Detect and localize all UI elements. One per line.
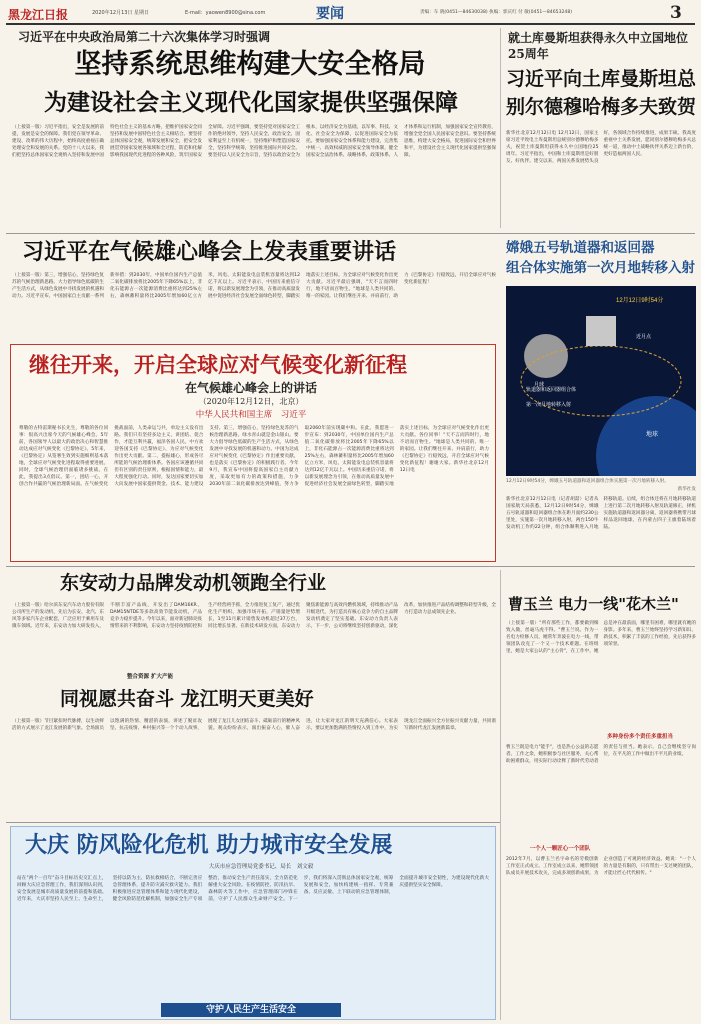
caosan-body: （上接第一版）"所有那些工作，都要做到细致入微，丝毫马虎不得。"曹玉兰说。作为一名电力检修人员，她常年奔波在电力一线，带领团队攻克了一个又一个技术难题。在班组里，她是大家公认的"主心骨"，在工作中，她总是冲在最前面，哪里有困难，哪里就有她的身影。多年来，曹玉兰始终坚持学习新知识、新技术，积累了丰富的工作经验，先后获得多项荣誉。 (506, 621, 696, 654)
header-email: E-mail：yaowen8900@sina.com (185, 10, 266, 16)
sidebar-kicker: 就土库曼斯坦获得永久中立国地位25周年 (508, 31, 689, 61)
caosan-body2: 曹玉兰既是电力"能手"，也是热心公益的志愿者。工作之余，她积极参与社区服务，关心帮助困难群众，用实际行动诠释了新时代劳动者的责任与担当。她表示，自己会继续坚守岗位，在平凡的工作中做出不平凡的业绩。 (506, 745, 696, 764)
change5-caption: 12月12日9时54分，嫦娥五号轨道器和返回器组合体实施第一次月地转移入射。 (506, 479, 669, 484)
diagram-label-earth: 地球 (646, 432, 659, 438)
divider (6, 822, 501, 823)
column-divider (500, 28, 501, 228)
change5-title (506, 238, 696, 280)
change5-title-line1: 嫦娥五号轨道器和返回器 (506, 240, 655, 256)
caosan-subhead1: 多种身份多个责任多重担当 (606, 734, 673, 740)
speech-speaker: 中华人民共和国主席 习近平 (195, 410, 307, 420)
newspaper-logo: 黑龙江日报 (8, 8, 69, 20)
change5-title-line2: 组合体实施第一次月地转移入射 (506, 260, 695, 276)
speech-title: 继往开来，开启全球应对气候变化新征程 (29, 352, 407, 377)
moon-shape (524, 334, 568, 378)
lead-title-line1: 坚持系统思维构建大安全格局 (74, 49, 426, 80)
lead-kicker: 习近平在中央政治局第二十六次集体学习时强调 (18, 30, 271, 44)
diagram-label-perilune: 近月点 (636, 334, 652, 340)
dongan-subhead: 整合资源 扩大产能 (127, 674, 173, 680)
column-divider (500, 570, 501, 1020)
change5-diagram (506, 286, 696, 476)
section-title: 要闻 (316, 6, 344, 21)
diagram-label-time: 12月12日9时54分 (616, 298, 664, 304)
daqing-byline: 大庆市应急管理局党委书记、局长 刘文毅 (208, 864, 314, 870)
change5-credit: 新华社发 (677, 487, 696, 492)
diagram-label-combo: 轨道器和返回器组合体 (526, 387, 577, 393)
speech-box (10, 344, 496, 562)
climate-title: 习近平在气候雄心峰会上发表重要讲话 (22, 239, 397, 265)
tongshi-title: 同视愿共奋斗 龙江明天更美好 (60, 688, 314, 710)
sidebar-body: 新华社北京12月12日电 12月12日，国家主席习近平致电土库曼斯坦总统别尔德穆哈梅多夫，祝贺土库曼斯坦获得永久中立国地位25周年。习近平指出，中国和土库曼斯坦是好朋友、好伙伴。建交以来，两国关系发展势头良好，各领域合作持续推进，成果丰硕。我高度重视中土关系发展，愿同别尔德穆哈梅多夫总统一道，推动中土战略伙伴关系迈上新台阶，更好造福两国人民。 (506, 131, 696, 164)
divider (6, 233, 695, 234)
orbit-diagram (506, 286, 696, 476)
speech-body: 尊敬的古特雷斯秘书长先生，尊敬的各位同事：很高兴出席今天的气候雄心峰会。5年前，各国领导人以最大的政治决心和智慧推动达成应对气候变化《巴黎协定》。5年来，《巴黎协定》从签署生效到实施细则基本落地，全球应对气候变化进程取得重要进展。同时，全球气候治理仍面临诸多挑战。在此，我提出3点倡议。第一，团结一心，开创合作共赢的气候治理新局面。在气候变化挑战面前，人类命运与共，单边主义没有出路。我们只有坚持多边主义，讲团结、促合作，才能互利共赢，福泽各国人民。中方欢迎各国支持《巴黎协定》、为应对气候变化作出更大贡献。第二，提振雄心，形成各尽所能的气候治理新体系。各国应该遵循共同但有区别的责任原则，根据国情和能力，最大程度强化行动。同时，发达国家要切实加大向发展中国家提供资金、技术、能力建设支持。第三，增强信心，坚持绿色复苏的气候治理新思路。绿水青山就是金山银山。要大力倡导绿色低碳的生产生活方式，从绿色发展中寻找发展的机遇和动力。中国为达成应对气候变化《巴黎协定》作出重要贡献，也是落实《巴黎协定》的积极践行者。今年9月，我宣布中国将提高国家自主贡献力度，采取更加有力的政策和措施，力争2030年前二氧化碳排放达到峰值，努力争取2060年前实现碳中和。在此，我愿进一步宣布：到2030年，中国单位国内生产总值二氧化碳排放将比2005年下降65%以上，非化石能源占一次能源消费比重将达到25%左右，森林蓄积量将比2005年增加60亿立方米，风电、太阳能发电总装机容量将达到12亿千瓦以上。中国历来重信守诺，将以新发展理念为引领，在推动高质量发展中促进经济社会发展全面绿色转型，脚踏实地落实上述目标，为全球应对气候变化作出更大贡献。各位同事！"天不言而四时行，地不语而百物生。"地球是人类共同的、唯一的家园。让我们继往开来、并肩前行，助力《巴黎协定》行稳致远，开启全球应对气候变化新征程！谢谢大家。新华社北京12月12日电 (19, 426, 489, 487)
sidebar-title-line2: 别尔德穆哈梅多夫致贺 (506, 96, 696, 118)
caosan-subhead2: 一个人一颗匠心一个团队 (529, 846, 591, 852)
speech-subtitle: 在气候雄心峰会上的讲话 (184, 381, 317, 395)
page-number: 3 (670, 3, 682, 23)
lead-title-line2: 为建设社会主义现代化国家提供坚强保障 (44, 89, 458, 116)
speech-date: （2020年12月12日，北京） (198, 397, 304, 406)
header-editor: 责编：车 晓(0451—84630038) 执编：郭庆红 付 敏(0451—84653248) (420, 10, 573, 15)
caosan-body3: 2012年7月，以曹玉兰名字命名的劳模创新工作室正式成立。工作室成立以来，她带领团队成员开展技术攻关，完成多项创新成果，为企业创造了可观的经济效益。她说："一个人的力量是有限的，只有带出一支过硬的团队，才能让匠心代代相传。" (506, 857, 696, 876)
diagram-label-moon: 月球 (534, 382, 545, 388)
dongan-body: （上接第一版）哈尔滨东安汽车动力股份有限公司所生产的发动机，先后为长安、北汽、东风等多家汽车企业配套，广泛应用于乘用车及微车领域。近年来，东安动力加大研发投入，不断丰富产品线，开发出了DAM16KR、DAM15NTDE等多款高效节能发动机，产品竞争力稳步提升。今年以来，面对新冠肺炎疫情带来的不利影响，东安动力坚持疫情防控和生产经营两手抓，全力推进复工复产，通过优化生产组织、加强市场开拓，产销量逆势增长，1至11月累计销售发动机超过37万台，同比增长显著。在新技术研发方面，东安动力聚焦新能源与高效内燃机领域，持续推动产品升级迭代，为打造具有核心竞争力的自主品牌发动机奠定了坚实基础。东安动力负责人表示，下一步，公司将继续坚持创新驱动，深化改革，加快推进产品结构调整和转型升级，全力打造动力总成领先企业。 (12, 603, 496, 629)
dongan-title: 东安动力品牌发动机领跑全行业 (60, 572, 327, 594)
climate-body: （上接第一版）第三，增强信心，坚持绿色复苏的气候治理新思路。大力倡导绿色低碳的生产生活方式，从绿色发展中寻找发展的机遇和动力。习近平宣布，中国国家自主贡献一系列新举措：到2030年，中国单位国内生产总值二氧化碳排放将比2005年下降65%以上，非化石能源占一次能源消费比重将达到25%左右，森林蓄积量将比2005年增加60亿立方米，风电、太阳能发电总装机容量将达到12亿千瓦以上。习近平表示，中国历来重信守诺，将以新发展理念为引领，在推动高质量发展中促进经济社会发展全面绿色转型，脚踏实地落实上述目标，为全球应对气候变化作出更大贡献。习近平最后强调，"天不言而四时行，地不语而百物生。"地球是人类共同的、唯一的家园。让我们继往开来、并肩前行，助力《巴黎协定》行稳致远，开启全球应对气候变化新征程！ (12, 273, 496, 299)
diagram-label-injection: 第一次月地转移入射 (526, 402, 572, 408)
header-date: 2020年12月13日 星期日 (92, 10, 150, 16)
daqing-title: 大庆 防风险化危机 助力城市安全发展 (25, 832, 393, 858)
change5-body: 新华社北京12月12日电（记者胡喆）记者从国家航天局获悉，12月12日9时54分，嫦娥五号轨道器和返回器组合体在距月面约230公里处，实施第一次月地转移入射，两台150牛发动机工作约22分钟，组合体顺利进入月地转移轨道。后续，组合体还将在月地转移轨道上进行第二次月地转移入射及轨道修正，择机实施轨道器和返回器分离，返回器将携带月球样品返回地球，在内蒙古四子王旗着陆场着陆。 (506, 497, 696, 530)
daqing-footer-tag: 守护人民生产生活安全 (161, 1003, 341, 1017)
daqing-box (10, 826, 496, 1020)
spacecraft-shape (586, 316, 616, 346)
header-rule (6, 23, 695, 25)
caosan-title: 曹玉兰 电力一线"花木兰" (508, 595, 679, 613)
divider (6, 566, 695, 567)
lead-body: （上接第一版）习近平指出，安全是发展的前提，发展是安全的保障。我们党在领导革命、建设、改革的伟大历程中，始终高度重视正确处理安全和发展的关系。党的十八大以来，我们把坚持总体国家安全观纳入坚持和发展中国特色社会主义的基本方略，把维护国家安全同坚持和发展中国特色社会主义相结合。要坚持总体国家安全观，统筹发展和安全，把安全发展贯穿国家发展各领域和全过程，防范和化解影响我国现代化进程的各种风险，筑牢国家安全屏障。习近平强调，要坚持党对国家安全工作的绝对领导，坚持人民安全、政治安全、国家利益至上有机统一，坚持维护和塑造国家安全，坚持科学统筹，坚持推进国际共同安全。要坚持以人民安全为宗旨，坚持以政治安全为根本，以经济安全为基础，以军事、科技、文化、社会安全为保障，以促进国际安全为依托。要加强国家安全体系和能力建设，完善集中统一、高效权威的国家安全领导体制，健全国家安全法治体系、战略体系、政策体系、人才体系和运行机制，加强国家安全宣传教育，增强全党全国人民国家安全意识。要坚持系统思维，构建大安全格局，促进国际安全和世界和平，为建设社会主义现代化国家提供坚强保障。 (12, 125, 496, 158)
sidebar-title-line1: 习近平向土库曼斯坦总 (506, 68, 696, 90)
daqing-body: 站在"两个一百年"奋斗目标历史交汇点上，回顾大庆应急管理工作，我们深刻认识到，安全发展是城市高质量发展的前提和基础。近年来，大庆市坚持人民至上、生命至上，坚持以防为主、防抗救相结合，不断完善应急管理体系，提升防灾减灾救灾能力。我们积极推进应急管理体系和能力现代化建设，健全风险防范化解机制，加强安全生产专项整治，推动安全生产责任落实，全力防范化解重大安全风险。在疫情防控、防汛抗旱、森林防火等工作中，应急管理部门冲锋在前，守护了人民群众生命财产安全。下一步，我们将深入贯彻总体国家安全观，统筹发展和安全，加快构建统一指挥、专常兼备、反应灵敏、上下联动的应急管理体制，全面提升城市安全韧性，为建设现代化新大庆提供坚实安全保障。 (17, 876, 489, 902)
tongshi-body: （上接第一版）节目紧扣时代脉搏，以生动鲜活的方式展示了龙江发展的新气象。全场演员以饱满的热情、精湛的表演，讲述了脱贫攻坚、抗击疫情、乡村振兴等一个个动人故事，展现了龙江儿女团结奋斗、砥砺前行的精神风貌。观众纷纷表示，演出振奋人心，催人奋进，让大家对龙江的明天充满信心。大家表示，要以更加饱满的热情投入到工作中，为实现龙江全面振兴全方位振兴贡献力量，共同谱写新时代龙江发展新篇章。 (12, 719, 496, 731)
